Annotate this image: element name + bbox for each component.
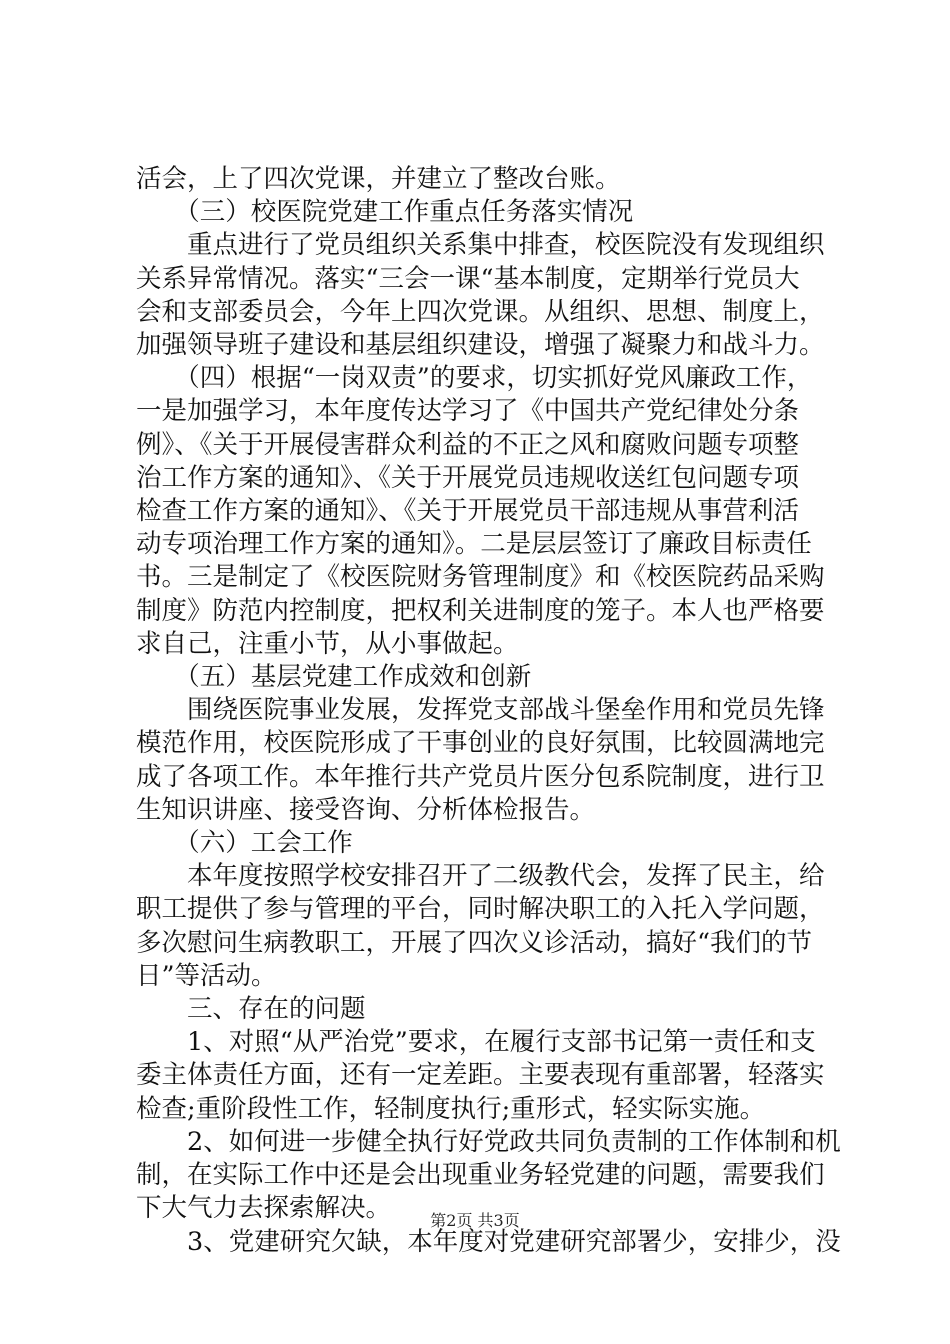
text-line: 围绕医院事业发展，发挥党支部战斗堡垒作用和党员先锋 bbox=[136, 695, 825, 726]
text-line: 一是加强学习，本年度传达学习了《中国共产党纪律处分条 bbox=[136, 396, 800, 427]
text-line: 2、如何进一步健全执行好党政共同负责制的工作体制和机 bbox=[136, 1126, 841, 1157]
text-line: 模范作用，校医院形成了干事创业的良好氛围，比较圆满地完 bbox=[136, 728, 825, 759]
text-line: （四）根据“一岗双责”的要求，切实抓好党风廉政工作， bbox=[136, 363, 813, 394]
text-line: 成了各项工作。本年推行共产党员片医分包系院制度，进行卫 bbox=[136, 761, 825, 792]
text-line: 会和支部委员会，今年上四次党课。从组织、思想、制度上， bbox=[136, 296, 825, 327]
text-line: 动专项治理工作方案的通知》。二是层层签订了廉政目标责任 bbox=[136, 529, 812, 560]
section-heading: （三）校医院党建工作重点任务落实情况 bbox=[136, 197, 634, 228]
section-heading: （五）基层党建工作成效和创新 bbox=[136, 662, 532, 693]
text-line: 重点进行了党员组织关系集中排查，校医院没有发现组织 bbox=[136, 230, 825, 261]
text-line: 治工作方案的通知》、《关于开展党员违规收送红包问题专项 bbox=[136, 462, 800, 493]
text-line: 下大气力去探索解决。 bbox=[136, 1193, 392, 1224]
text-line: 多次慰问生病教职工，开展了四次义诊活动，搞好“我们的节 bbox=[136, 927, 813, 958]
text-line: 制度》防范内控制度，把权利关进制度的笼子。本人也严格要 bbox=[136, 595, 825, 626]
text-line: 求自己，注重小节，从小事做起。 bbox=[136, 628, 519, 659]
text-line: 例》、《关于开展侵害群众利益的不正之风和腐败问题专项整 bbox=[136, 429, 800, 460]
section-heading: 三、存在的问题 bbox=[136, 994, 366, 1025]
text-line: 3、党建研究欠缺，本年度对党建研究部署少，安排少，没 bbox=[136, 1226, 841, 1257]
text-line: 制，在实际工作中还是会出现重业务轻党建的问题，需要我们 bbox=[136, 1160, 825, 1191]
text-line: 职工提供了参与管理的平台，同时解决职工的入托入学问题， bbox=[136, 894, 825, 925]
section-heading: （六）工会工作 bbox=[136, 828, 353, 859]
text-line: 检查工作方案的通知》、《关于开展党员干部违规从事营利活 bbox=[136, 496, 800, 527]
text-line: 委主体责任方面，还有一定差距。主要表现有重部署，轻落实 bbox=[136, 1060, 825, 1091]
text-line: 日”等活动。 bbox=[136, 960, 277, 991]
text-line: 加强领导班子建设和基层组织建设，增强了凝聚力和战斗力。 bbox=[136, 330, 825, 361]
text-line: 本年度按照学校安排召开了二级教代会，发挥了民主，给 bbox=[136, 861, 825, 892]
text-line: 书。三是制定了《校医院财务管理制度》和《校医院药品采购 bbox=[136, 562, 825, 593]
document-body bbox=[136, 163, 841, 1259]
text-line: 检查;重阶段性工作，轻制度执行;重形式，轻实际实施。 bbox=[136, 1093, 766, 1124]
text-line: 关系异常情况。落实“三会一课“基本制度，定期举行党员大 bbox=[136, 263, 800, 294]
text-line: 生知识讲座、接受咨询、分析体检报告。 bbox=[136, 794, 596, 825]
page-number-footer: 第2页 共3页 bbox=[430, 1211, 520, 1230]
text-line: 活会，上了四次党课，并建立了整改台账。 bbox=[136, 164, 621, 194]
text-line: 1、对照“从严治党”要求，在履行支部书记第一责任和支 bbox=[136, 1027, 816, 1058]
